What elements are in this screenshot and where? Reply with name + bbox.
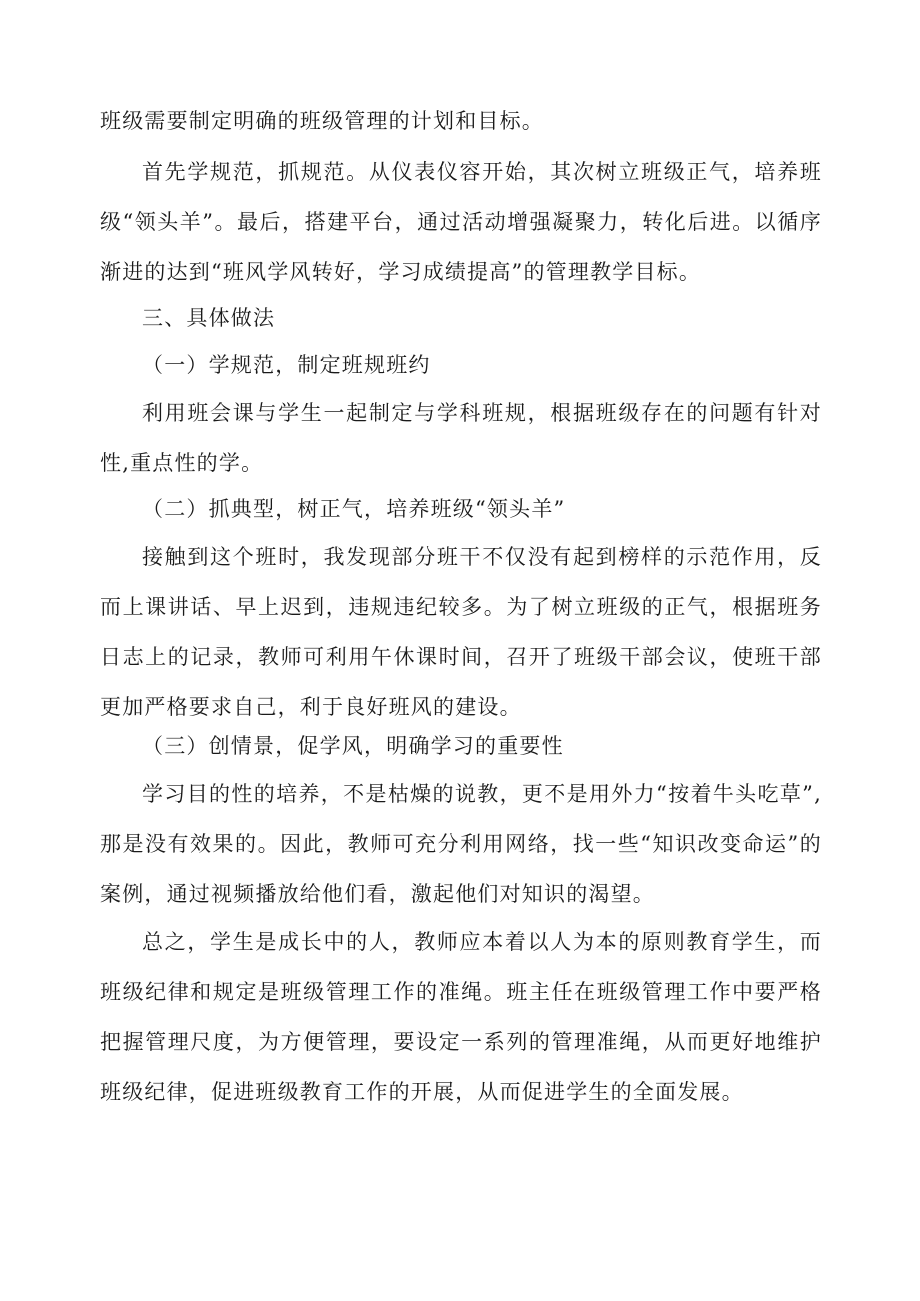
paragraph-intro-continuation: 班级需要制定明确的班级管理的计划和目标。 — [100, 109, 544, 133]
section-heading-methods: 三、具体做法 — [142, 306, 276, 330]
paragraph-rules: 利用班会课与学生一起制定与学科班规，根据班级存在的问题有针对性,重点性的学。 — [100, 401, 822, 475]
paragraph-conclusion: 总之，学生是成长中的人，教师应本着以人为本的原则教育学生，而班级纪律和规定是班级管理工作的准绳。班主任在班级管理工作中要严格把握管理尺度，为方便管理，要设定一系列的管理准绳，从而更好地维护班级纪律，促进班级教育工作的开展，从而促进学生的全面发展。 — [100, 930, 822, 1104]
paragraph-role-models: 接触到这个班时，我发现部分班干不仅没有起到榜样的示范作用，反而上课讲话、早上迟到，违规违纪较多。为了树立班级的正气，根据班务日志上的记录，教师可利用午休课时间，召开了班级干部会议，使班干部更加严格要求自己，利于良好班风的建设。 — [100, 545, 822, 719]
paragraph-study-atmosphere: 学习目的性的培养，不是枯燥的说教，更不是用外力“按着牛头吃草”,那是没有效果的。因此，教师可充分利用网络，找一些“知识改变命运”的案例，通过视频播放给他们看，激起他们对知识的渴望。 — [100, 782, 822, 906]
paragraph-goals: 首先学规范，抓规范。从仪表仪容开始，其次树立班级正气，培养班级“领头羊”。最后，搭建平台，通过活动增强凝聚力，转化后进。以循序渐进的达到“班风学风转好，学习成绩提高”的管理教学目标。 — [100, 160, 822, 284]
subheading-role-models: （二）抓典型，树正气，培养班级“领头羊” — [142, 497, 566, 521]
subheading-rules: （一）学规范，制定班规班约 — [142, 353, 431, 377]
subheading-study-atmosphere: （三）创情景，促学风，明确学习的重要性 — [142, 734, 564, 758]
